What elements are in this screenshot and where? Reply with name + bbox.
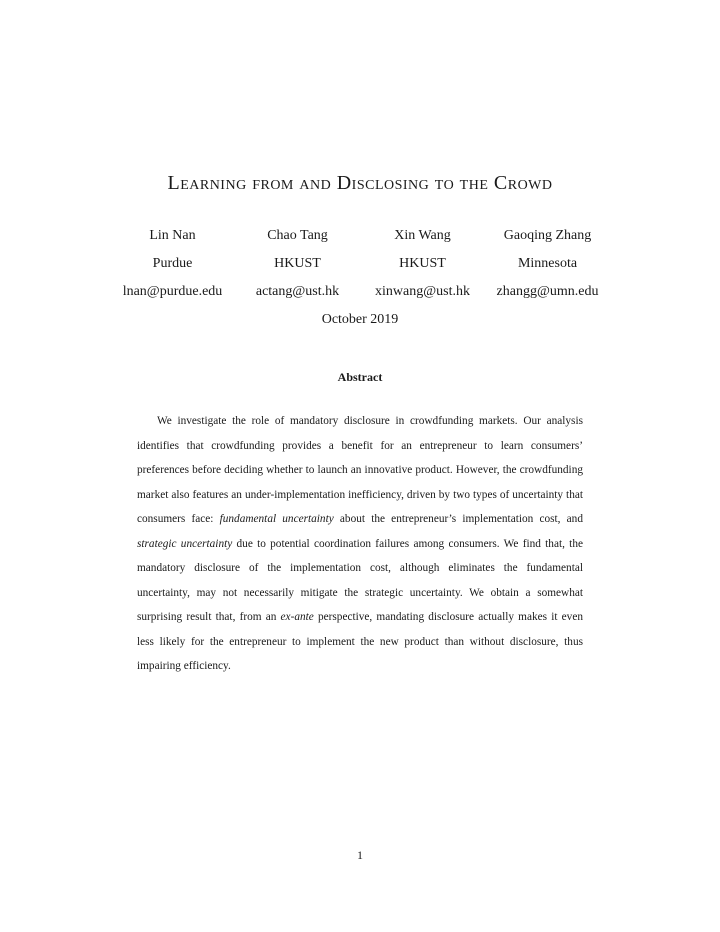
abstract-emphasis: strategic uncertainty	[137, 537, 233, 550]
abstract-emphasis: fundamental uncertainty	[219, 513, 334, 526]
author-email: zhangg@umn.edu	[496, 284, 599, 299]
abstract-text: due to potential coordination failures among consumers. We find that, the mandatory disclosure of the implementation cost, although eliminates the fundamental uncertainty, may not necessarily mitigate the strategic uncertainty. We obtain a somewhat surprising result that, from an	[137, 537, 583, 624]
abstract-text: We investigate the role of mandatory disclosure in crowdfunding markets. Our analysis identifies that crowdfunding provides a benefit for an entrepreneur to learn consumers’ preferences before deciding whether to launch an innovative product. However, the crowdfunding market also features an under-implementation inefficiency, driven by two types of uncertainty that consumers face:	[137, 415, 583, 526]
abstract-body	[137, 409, 583, 679]
author-block	[110, 222, 610, 306]
author-3	[360, 222, 485, 306]
author-email: lnan@purdue.edu	[122, 284, 223, 299]
abstract-text: perspective, mandating disclosure actually makes it even less likely for the entrepreneur to implement the new product than without disclosure, thus impairing efficiency.	[137, 611, 583, 673]
page-number: 1	[357, 848, 363, 862]
abstract-heading: Abstract	[337, 370, 383, 384]
author-4	[485, 222, 610, 306]
author-affiliation: HKUST	[274, 256, 321, 271]
author-affiliation: Minnesota	[517, 256, 578, 271]
author-email: xinwang@ust.hk	[375, 284, 470, 299]
abstract-text: about the entrepreneur’s implementation cost, and	[333, 513, 583, 526]
paper-title: Learning from and Disclosing to the Crowd	[167, 172, 553, 194]
author-affiliation: Purdue	[152, 256, 193, 271]
author-email: actang@ust.hk	[255, 284, 340, 299]
author-1	[110, 222, 235, 306]
author-name: Lin Nan	[149, 228, 196, 243]
abstract-emphasis: ex-ante	[280, 611, 314, 624]
paper-date: October 2019	[321, 312, 399, 327]
author-2	[235, 222, 360, 306]
author-name: Xin Wang	[394, 228, 451, 243]
author-name: Gaoqing Zhang	[503, 228, 592, 243]
author-affiliation: HKUST	[399, 256, 446, 271]
author-name: Chao Tang	[267, 228, 328, 243]
